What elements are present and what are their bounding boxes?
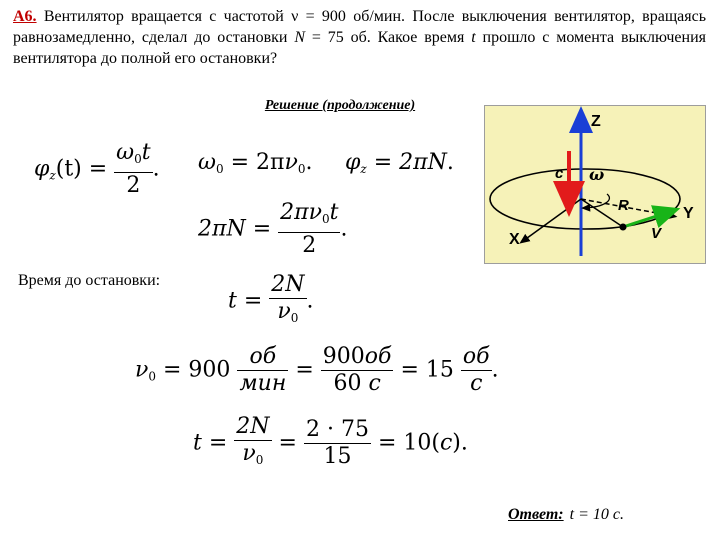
f7-eq2: = [271, 430, 297, 456]
f6-f3-num: об [462, 344, 490, 369]
f2-tail: . [305, 150, 313, 175]
label-y: Y [683, 205, 694, 222]
f1-arg: (t) = [55, 156, 108, 182]
f2-lhs-sub: 0 [215, 162, 224, 176]
f6-f3-den: с [470, 371, 483, 396]
label-omega: ω [589, 165, 605, 184]
f1-den: 2 [126, 173, 141, 198]
label-v: V [651, 225, 662, 242]
label-r: R [618, 197, 629, 214]
formula-omega0 [198, 150, 313, 176]
f6-tail: . [491, 357, 499, 383]
label-x: X [509, 231, 520, 248]
f6-eq: = 900 [156, 357, 231, 383]
f2-eq: = 2π [223, 150, 285, 175]
f7-f1-num: 2N [236, 414, 270, 439]
problem-text-3: = 75 об. Какое время [305, 29, 472, 46]
formula-t-result [193, 414, 468, 473]
f6-lhs: ν [135, 357, 149, 383]
f4-num: 2πν [280, 200, 322, 225]
f5-lhs: t = [228, 288, 263, 314]
f1-lhs: φ [34, 156, 50, 182]
answer-label: Ответ: [508, 506, 564, 523]
f4-num-tail: t [329, 200, 339, 225]
radius-line [581, 199, 623, 227]
f7-fraction-1 [234, 414, 271, 473]
x-axis [523, 199, 581, 241]
rotation-diagram [484, 105, 706, 264]
f2-nu-sub: 0 [297, 162, 306, 176]
f4-den: 2 [302, 233, 317, 258]
f6-eq2: = [288, 357, 314, 383]
f2-lhs: ω [198, 150, 216, 175]
formula-2pin [198, 200, 347, 259]
f2-nu: ν [284, 150, 298, 175]
f7-f1-den: ν [242, 441, 256, 466]
problem-text-1: Вентилятор вращается с частотой [36, 8, 292, 25]
f1-num: ω [116, 140, 135, 165]
formula-phi-n [345, 150, 454, 176]
answer [508, 506, 624, 524]
formula-nu0-value [135, 344, 499, 397]
answer-value: t = 10 с. [569, 506, 624, 523]
f7-eq3: = 10( [370, 430, 440, 456]
f5-den: ν [277, 299, 291, 324]
problem-text-2: = 900 об/мин. После выключения вентилятор, вращаясь равнозамедленно, сделал до остановки [13, 8, 706, 46]
f3-lhs: φ [345, 150, 361, 175]
f5-fraction [269, 272, 306, 331]
rotation-arc [585, 194, 609, 208]
f7-f1-den-sub: 0 [255, 453, 264, 467]
f1-lhs-sub: z [49, 168, 56, 183]
f3-lhs-sub: z [360, 162, 367, 176]
point-mass [620, 224, 627, 231]
t-symbol: t [471, 29, 476, 46]
formula-phi-t [34, 140, 160, 199]
f7-fraction-2 [304, 417, 371, 470]
f4-tail: . [340, 216, 348, 242]
f5-den-sub: 0 [290, 311, 299, 325]
f4-lhs: 2πN = [198, 216, 272, 242]
f4-num-sub: 0 [321, 212, 330, 226]
f1-num-tail: t [141, 140, 151, 165]
f6-f1-num: об [237, 344, 288, 371]
f7-close: ). [452, 430, 468, 456]
f7-lhs: t = [193, 430, 228, 456]
f1-num-sub: 0 [134, 152, 142, 166]
f5-num: 2N [271, 272, 305, 297]
f6-f2-num: 900 [322, 344, 365, 369]
solution-heading: Решение (продолжение) [264, 98, 416, 113]
f1-tail: . [152, 156, 160, 182]
rotation-diagram-svg [485, 106, 705, 263]
nu-symbol: ν [291, 8, 299, 25]
f7-f2-den: 15 [323, 444, 352, 469]
problem-statement [13, 6, 706, 69]
f6-f2-den: 60 [333, 371, 362, 396]
problem-label: А6. [13, 8, 37, 25]
velocity-arrow [623, 212, 669, 227]
f6-f2-num-unit: об [364, 344, 392, 369]
f4-fraction [278, 200, 340, 259]
f6-lhs-sub: 0 [148, 369, 157, 384]
label-c: c [555, 165, 564, 182]
f6-f2-den-unit: с [368, 371, 381, 396]
time-label: Время до остановки: [18, 272, 161, 289]
label-z: Z [591, 113, 601, 130]
f5-tail: . [306, 288, 314, 314]
f3-eq: = 2πN [366, 150, 447, 175]
f7-unit: с [439, 430, 453, 456]
f1-fraction [114, 140, 152, 199]
f6-fraction-2 [321, 344, 394, 397]
f7-f2-num: 2 · 75 [305, 417, 369, 442]
f6-fraction-3 [461, 344, 492, 397]
n-symbol: N [294, 29, 306, 46]
problem-text-4: прошло с момента выключения вентилятора до полной его остановки? [13, 29, 707, 67]
f6-f1-den: мин [239, 371, 287, 396]
f6-fraction-1 [237, 344, 288, 397]
formula-t [228, 272, 314, 331]
f3-tail: . [446, 150, 454, 175]
f6-eq3: = 15 [393, 357, 454, 383]
